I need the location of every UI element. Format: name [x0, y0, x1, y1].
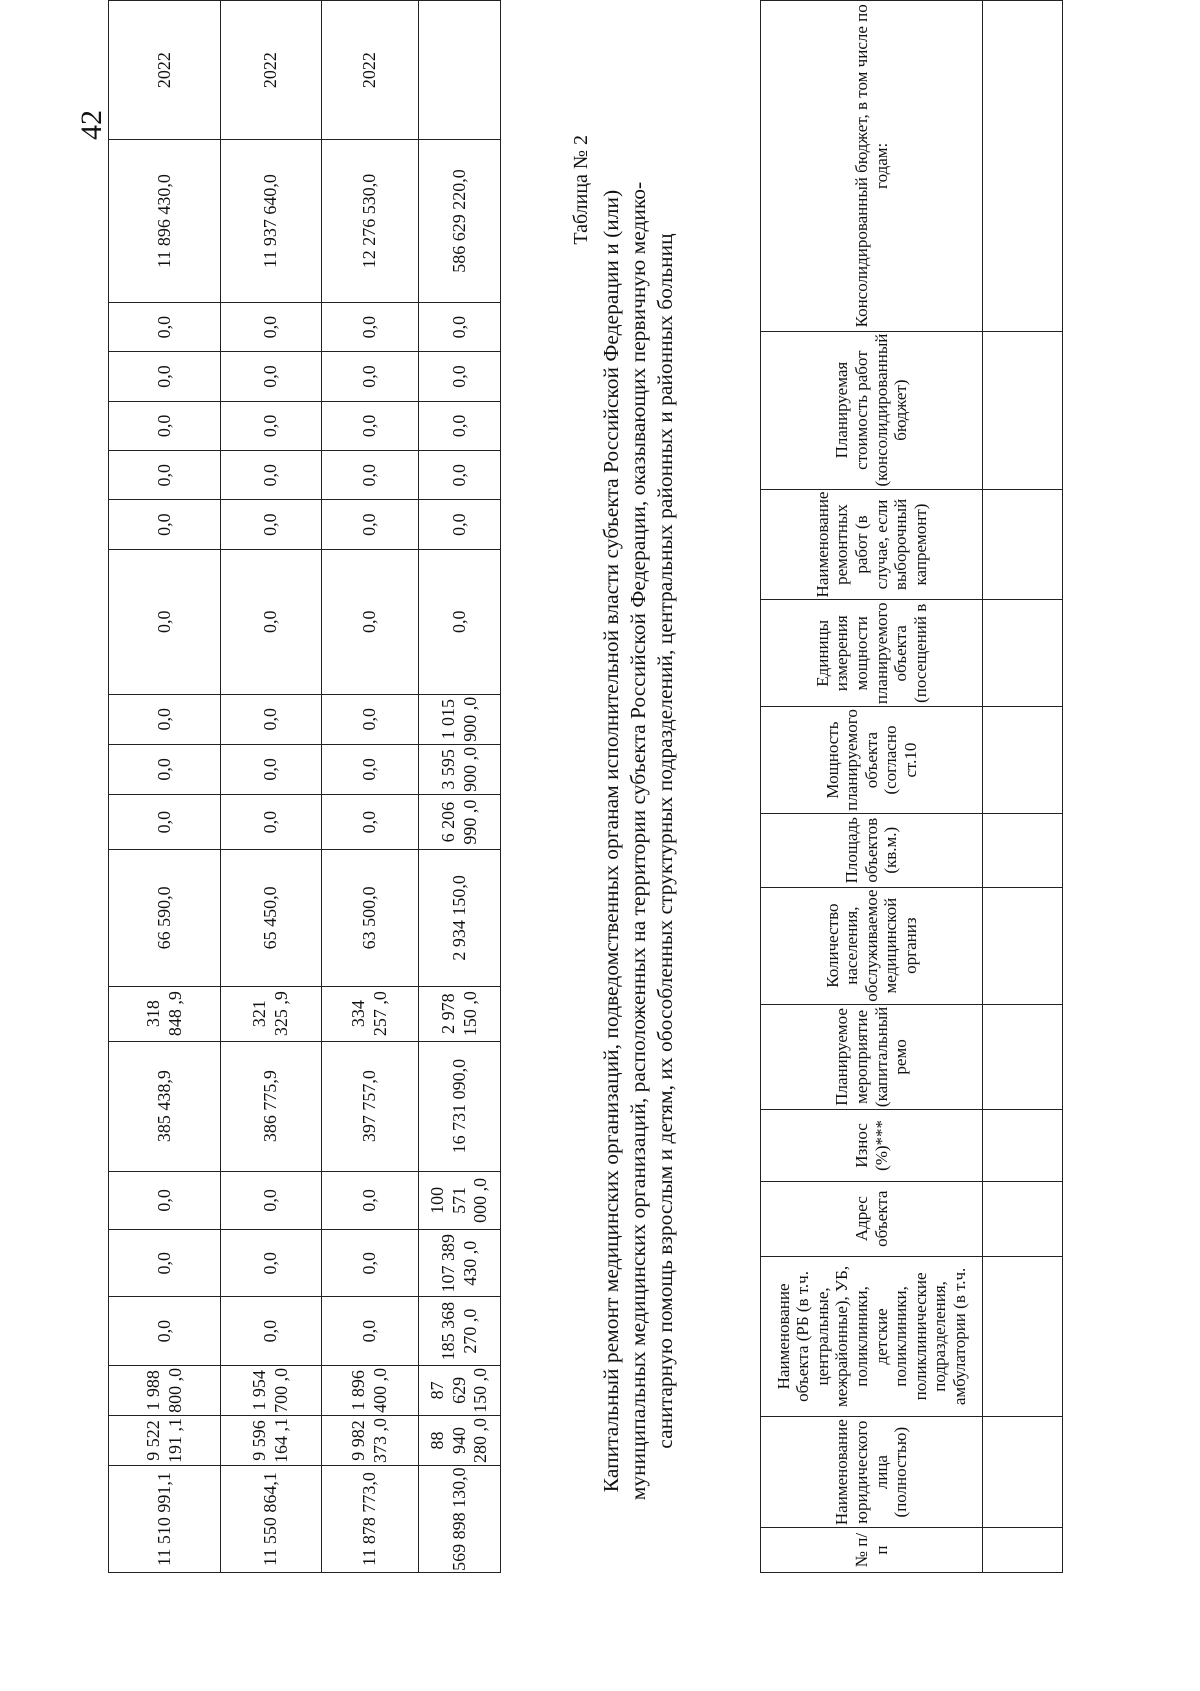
table-cell: 9 596 164 ,1	[221, 1415, 322, 1465]
table-row	[419, 1, 501, 1573]
table-cell: 0,0	[322, 1297, 419, 1365]
header-empty-cell	[983, 1, 1063, 332]
table-cell: 0,0	[221, 549, 322, 694]
header-empty-cell	[983, 813, 1063, 887]
table-cell: 66 590,0	[109, 850, 221, 986]
table-cell: 0,0	[322, 1230, 419, 1297]
table-cell: 107 389 430 ,0	[419, 1230, 501, 1297]
table-cell: 88 940 280 ,0	[419, 1415, 501, 1465]
header-cell: Износ (%)***	[761, 1110, 983, 1182]
table-cell: 0,0	[322, 1171, 419, 1229]
table-cell: 0,0	[322, 500, 419, 549]
table-cell: 2 978 150 ,0	[419, 986, 501, 1041]
table-cell: 11 937 640,0	[221, 140, 322, 303]
table-cell: 185 368 270 ,0	[419, 1297, 501, 1365]
table-cell: 386 775,9	[221, 1041, 322, 1171]
page-number: 42	[75, 110, 108, 140]
table-cell: 0,0	[221, 795, 322, 850]
table-cell: 0,0	[109, 451, 221, 500]
table-cell: 16 731 090,0	[419, 1041, 501, 1171]
table-cell: 385 438,9	[109, 1041, 221, 1171]
table-caption: Капитальный ремонт медицинских организаций, подведомственных органам исполнительной власти субъекта Российской Федерации и (или) муниципальных медицинских организаций, расположенных на территории субъекта Российской Федерации, оказывающих первичную медико-санитарную помощь взрослым и детям, их обособленных структурных подразделений, центральных районных и районных больниц	[599, 181, 677, 1501]
table-cell: 0,0	[322, 401, 419, 450]
header-cell: Планируемое мероприятие (капитальный ремо	[761, 1004, 983, 1109]
table-cell: 0,0	[109, 744, 221, 794]
header-cell: Наименование ремонтных работ (в случае, если выборочный капремонт)	[761, 489, 983, 600]
header-cell: Планируемая стоимость работ (консолидированный бюджет)	[761, 331, 983, 489]
header-empty-cell	[983, 1004, 1063, 1109]
table-cell: 0,0	[109, 1297, 221, 1365]
table-cell: 0,0	[109, 694, 221, 744]
table-cell: 9 522 191 ,1	[109, 1415, 221, 1465]
table-cell: 0,0	[221, 694, 322, 744]
header-cell: Наименование юридического лица (полностью)	[761, 1417, 983, 1528]
table-cell: 11 550 864,1	[221, 1466, 322, 1573]
table-cell: 65 450,0	[221, 850, 322, 986]
header-cell: Наименование объекта (РБ (в т.ч. центральные, межрайонные), УБ, поликлиники, детские поликлиники, поликлинические подразделения, амбулатории (в т.ч.	[761, 1256, 983, 1417]
header-empty-cell	[983, 1110, 1063, 1182]
continued-data-table	[108, 0, 501, 1573]
table-cell: 569 898 130,0	[419, 1466, 501, 1573]
table-cell: 1 896 400 ,0	[322, 1365, 419, 1415]
header-cell: Адрес объекта	[761, 1181, 983, 1256]
table-row	[322, 1, 419, 1573]
table-cell: 0,0	[109, 401, 221, 450]
table-cell: 2022	[322, 1, 419, 140]
table-cell: 100 571 000 ,0	[419, 1171, 501, 1229]
table-cell: 0,0	[221, 1230, 322, 1297]
table-cell: 0,0	[419, 401, 501, 450]
table-cell: 0,0	[322, 795, 419, 850]
header-empty-cell	[983, 707, 1063, 814]
table-cell: 0,0	[419, 500, 501, 549]
table-cell: 87 629 150 ,0	[419, 1365, 501, 1415]
table-cell: 334 257 ,0	[322, 986, 419, 1041]
table-cell: 0,0	[109, 1230, 221, 1297]
table-cell: 0,0	[221, 302, 322, 351]
table-cell: 6 206 990 ,0	[419, 795, 501, 850]
table-cell: 0,0	[322, 352, 419, 401]
table-cell: 318 848 ,9	[109, 986, 221, 1041]
table-cell: 397 757,0	[322, 1041, 419, 1171]
table-cell: 1 988 800 ,0	[109, 1365, 221, 1415]
table-cell: 321 325 ,9	[221, 986, 322, 1041]
table-cell: 0,0	[419, 451, 501, 500]
header-table	[760, 0, 1063, 1573]
table-number: Таблица № 2	[570, 135, 592, 245]
table-cell: 0,0	[322, 549, 419, 694]
header-cell: Мощность планируемого объекта (согласно ст.10	[761, 707, 983, 814]
header-cell: Консолидированный бюджет, в том числе по годам:	[761, 1, 983, 332]
table-cell: 11 510 991,1	[109, 1466, 221, 1573]
header-empty-cell	[983, 1417, 1063, 1528]
header-cell: Единицы измерения мощности планируемого объекта (посещений в	[761, 600, 983, 707]
table-cell: 0,0	[221, 744, 322, 794]
table-cell: 0,0	[221, 1297, 322, 1365]
table-cell: 11 878 773,0	[322, 1466, 419, 1573]
table-cell: 0,0	[221, 1171, 322, 1229]
table-cell: 0,0	[109, 795, 221, 850]
header-empty-cell	[983, 600, 1063, 707]
table-cell: 2 934 150,0	[419, 850, 501, 986]
header-empty-cell	[983, 331, 1063, 489]
table-cell: 0,0	[221, 352, 322, 401]
header-empty-cell	[983, 1181, 1063, 1256]
table-row	[221, 1, 322, 1573]
table-cell: 0,0	[109, 352, 221, 401]
table-cell: 3 595 900 ,0	[419, 744, 501, 794]
table-cell: 0,0	[419, 549, 501, 694]
table-cell: 0,0	[322, 451, 419, 500]
header-empty-cell	[983, 489, 1063, 600]
table-cell: 63 500,0	[322, 850, 419, 986]
table-cell: 0,0	[109, 549, 221, 694]
table-cell: 9 982 373 ,0	[322, 1415, 419, 1465]
table-cell: 0,0	[322, 302, 419, 351]
table-cell: 0,0	[221, 401, 322, 450]
header-cell: Количество населения, обслуживаемое медицинской организ	[761, 887, 983, 1004]
table-cell	[419, 1, 501, 140]
header-empty-cell	[983, 887, 1063, 1004]
table-cell: 0,0	[322, 744, 419, 794]
header-empty-cell	[983, 1528, 1063, 1573]
table-row	[109, 1, 221, 1573]
table-cell: 0,0	[322, 694, 419, 744]
table-cell: 0,0	[221, 451, 322, 500]
table-cell: 2022	[221, 1, 322, 140]
table-cell: 11 896 430,0	[109, 140, 221, 303]
table-cell: 0,0	[109, 1171, 221, 1229]
table-cell: 0,0	[109, 500, 221, 549]
table-cell: 0,0	[419, 302, 501, 351]
table-cell: 0,0	[221, 500, 322, 549]
header-empty-cell	[983, 1256, 1063, 1417]
table-cell: 0,0	[109, 302, 221, 351]
table-cell: 12 276 530,0	[322, 140, 419, 303]
table-cell: 1 954 700 ,0	[221, 1365, 322, 1415]
table-cell: 1 015 900 ,0	[419, 694, 501, 744]
header-cell: Площадь объектов (кв.м.)	[761, 813, 983, 887]
header-cell: № п/п	[761, 1528, 983, 1573]
table-cell: 586 629 220,0	[419, 140, 501, 303]
table-cell: 2022	[109, 1, 221, 140]
table-cell: 0,0	[419, 352, 501, 401]
